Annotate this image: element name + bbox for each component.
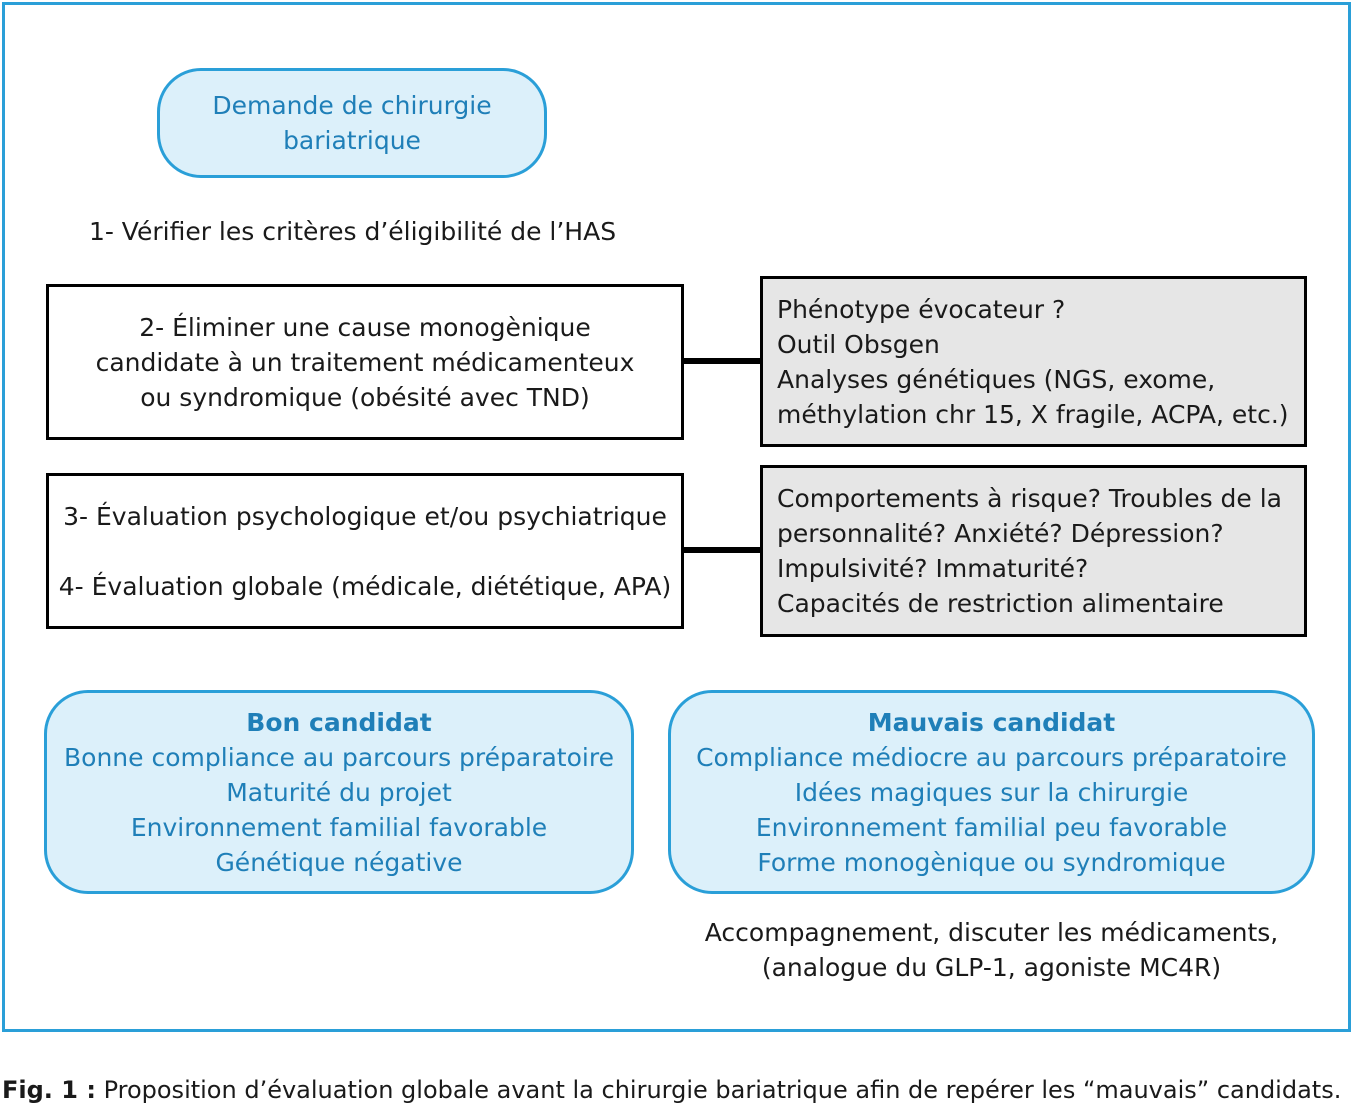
good-candidate-line: Bonne compliance au parcours préparatoire [64,742,614,772]
step2-monogenic-cause-box [46,284,684,440]
start-box-bariatric-request [157,68,547,178]
step2-detail-line: Analyses génétiques (NGS, exome, [777,364,1216,394]
bad-candidate-line: Idées magiques sur la chirurgie [794,777,1189,807]
step2-connector [684,358,760,364]
good-candidate-line: Maturité du projet [226,777,452,807]
step34-detail-line: personnalité? Anxiété? Dépression? [777,519,1224,548]
figure-caption [2,1073,1341,1107]
good-candidate-title: Bon candidat [246,707,432,737]
followup-line: (analogue du GLP-1, agoniste MC4R) [761,953,1222,982]
step2-genetic-detail-box [760,276,1307,447]
step4-global-evaluation: 4- Évaluation globale (médicale, diététique, APA) [58,571,672,601]
step2-line: ou syndromique (obésité avec TND) [140,382,590,412]
step1-eligibility-criteria: 1- Vérifier les critères d’éligibilité de l’HAS [88,217,617,246]
good-candidate-line: Environnement familial favorable [130,812,548,842]
bad-candidate-line: Forme monogènique ou syndromique [757,847,1226,877]
bad-candidate-box [668,690,1315,894]
good-candidate-box [44,690,634,894]
bad-candidate-line: Environnement familial peu favorable [755,812,1228,842]
start-box-line: Demande de chirurgie [212,91,492,120]
followup-line: Accompagnement, discuter les médicaments, [704,918,1279,947]
step2-line: 2- Éliminer une cause monogènique [139,312,591,342]
step34-evaluation-box [46,473,684,629]
step34-detail-line: Impulsivité? Immaturité? [777,554,1089,583]
bad-candidate-followup [668,915,1315,985]
step34-connector [684,547,760,553]
step3-psychological-evaluation: 3- Évaluation psychologique et/ou psychiatrique [63,501,667,531]
bad-candidate-title: Mauvais candidat [867,707,1116,737]
caption-text: Proposition d’évaluation globale avant la chirurgie bariatrique afin de repérer les “mauvais” candidats. [95,1076,1342,1104]
step34-detail-line: Comportements à risque? Troubles de la [777,484,1283,513]
step2-detail-line: méthylation chr 15, X fragile, ACPA, etc.) [777,399,1289,429]
step2-line: candidate à un traitement médicamenteux [95,347,635,377]
start-box-line: bariatrique [283,126,421,155]
step34-detail-line: Capacités de restriction alimentaire [777,589,1224,618]
caption-label: Fig. 1 : [2,1076,96,1104]
step2-detail-line: Phénotype évocateur ? [777,294,1066,324]
step2-detail-line: Outil Obsgen [777,329,940,359]
step34-psych-detail-box [760,465,1307,637]
good-candidate-line: Génétique négative [215,847,463,877]
bad-candidate-line: Compliance médiocre au parcours préparatoire [696,742,1287,772]
